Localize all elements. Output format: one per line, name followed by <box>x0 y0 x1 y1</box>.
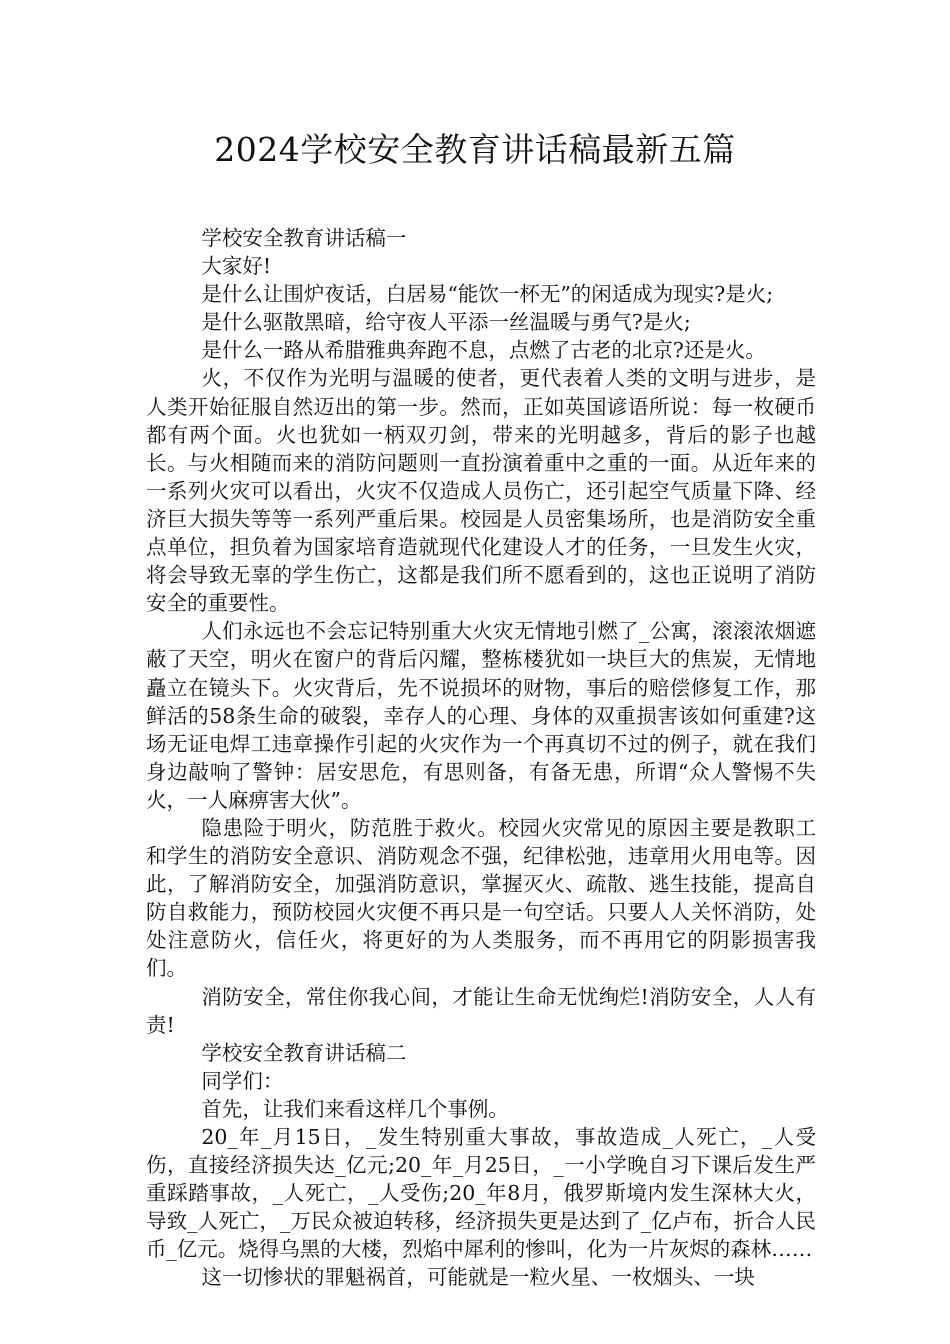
section-heading: 学校安全教育讲话稿二 <box>201 1040 407 1065</box>
section-heading: 学校安全教育讲话稿一 <box>201 226 407 250</box>
paragraph: 是什么一路从希腊雅典奔跑不息，点燃了古老的北京?还是火。 <box>201 338 766 363</box>
paragraph: 消防安全，常住你我心间，才能让生命无忧绚烂!消防安全，人人有责! <box>146 984 816 1037</box>
paragraph: 隐患险于明火，防范胜于救火。校园火灾常见的原因主要是教职工和学生的消防安全意识、消防观念不强，纪律松弛，违章用火用电等。因此，了解消防安全，加强消防意识，掌握灭火、疏散、逃生技能，提高自防自救能力，预防校园火灾便不再只是一句空话。只要人人关怀消防，处处注意防火，信任火，将更好的为人类服务，而不再用它的阴影损害我们。 <box>146 815 816 981</box>
paragraph: 人们永远也不会忘记特别重大火灾无情地引燃了_公寓，滚滚浓烟遮蔽了天空，明火在窗户的背后闪耀，整栋楼犹如一块巨大的焦炭，无情地矗立在镜头下。火灾背后，先不说损坏的财物，事后的赔偿修复工作，那鲜活的58条生命的破裂，幸存人的心理、身体的双重损害该如何重建?这场无证电焊工违章操作引起的火灾作为一个再真切不过的例子，就在我们身边敲响了警钟：居安思危，有思则备，有备无患，所谓“众人警惕不失火，一人麻痹害大伙”。 <box>146 619 816 812</box>
greeting: 同学们： <box>201 1068 284 1093</box>
paragraph: 20_年_月15日，_发生特别重大事故，事故造成_人死亡，_人受伤，直接经济损失达_亿元;20_年_月25日，_一小学晚自习下课后发生严重踩踏事故，_人死亡，_人受伤;20_年8月，俄罗斯境内发生深林大火，导致_人死亡，_万民众被迫转移，经济损失更是达到了_亿卢布，折合人民币_亿元。烧得乌黑的大楼，烈焰中犀利的惨叫，化为一片灰烬的森林…… <box>146 1125 816 1262</box>
paragraph: 是什么让围炉夜话，白居易“能饮一杯无”的闲适成为现实?是火; <box>201 282 774 307</box>
document-title: 2024学校安全教育讲话稿最新五篇 <box>214 130 736 169</box>
paragraph: 首先，让我们来看这样几个事例。 <box>201 1096 509 1121</box>
paragraph: 火，不仅作为光明与温暖的使者，更代表着人类的文明与进步，是人类开始征服自然迈出的第一步。然而，正如英国谚语所说：每一枚硬币都有两个面。火也犹如一柄双刃剑，带来的光明越多，背后的影子也越长。与火相随而来的消防问题则一直扮演着重中之重的一面。从近年来的一系列火灾可以看出，火灾不仅造成人员伤亡，还引起空气质量下降、经济巨大损失等等一系列严重后果。校园是人员密集场所，也是消防安全重点单位，担负着为国家培育造就现代化建设人才的任务，一旦发生火灾，将会导致无辜的学生伤亡，这都是我们所不愿看到的，这也正说明了消防安全的重要性。 <box>146 366 816 616</box>
greeting: 大家好! <box>201 254 272 279</box>
paragraph: 这一切惨状的罪魁祸首，可能就是一粒火星、一枚烟头、一块 <box>201 1265 755 1290</box>
paragraph: 是什么驱散黑暗，给守夜人平添一丝温暖与勇气?是火; <box>201 310 691 335</box>
document-body <box>146 224 816 1292</box>
